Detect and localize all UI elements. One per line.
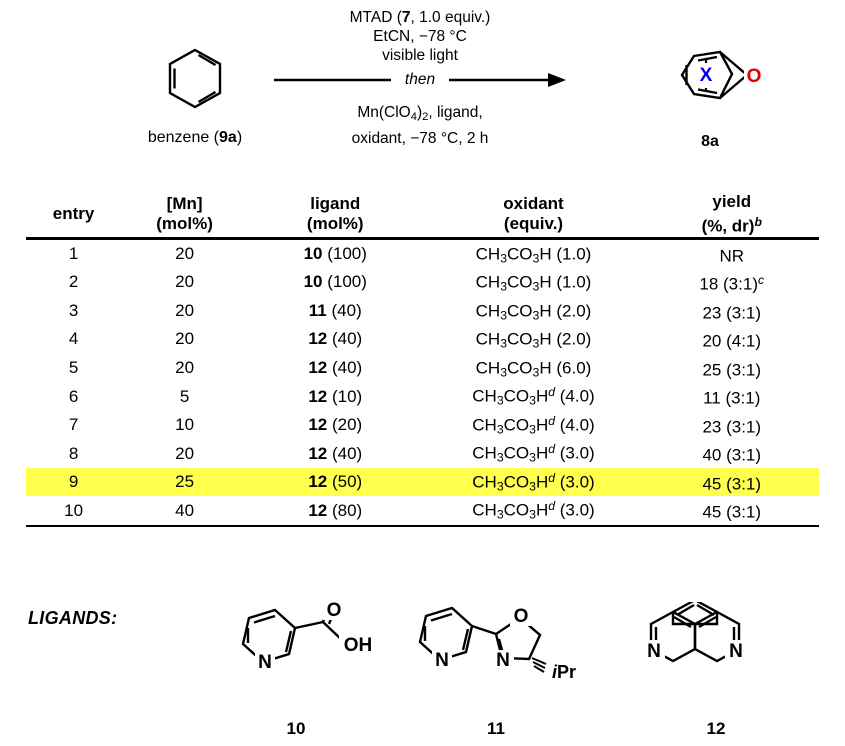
product-x-atom: X xyxy=(699,65,713,86)
header-yield: yield (%, dr)$^b$ xyxy=(701,192,762,236)
cell-yield: 40 (3:1) xyxy=(702,445,762,465)
ligand10-n-atom: N xyxy=(258,652,272,673)
phenanthroline-structure xyxy=(611,602,821,712)
cell-mn: 5 xyxy=(179,386,190,406)
cell-yield: 25 (3:1) xyxy=(702,360,762,380)
ligand-11-group xyxy=(386,602,606,739)
product-structure xyxy=(620,38,800,126)
table-rule-bottom xyxy=(26,526,819,527)
table-row xyxy=(26,268,819,297)
conditions-line-4: $Mn(ClO_4)_2$, ligand, xyxy=(357,104,483,123)
header-oxidant: oxidant (equiv.) xyxy=(503,194,564,234)
cell-ligand: 12 (50) xyxy=(248,468,422,497)
product-group xyxy=(620,38,800,151)
cell-yield: NR xyxy=(719,246,745,266)
cell-ligand: 12 (40) xyxy=(308,357,363,377)
reaction-scheme xyxy=(0,0,845,188)
cell-mn: 10 xyxy=(175,415,195,435)
cell-ligand: 12 (20) xyxy=(308,415,363,435)
cell-oxidant: $CH_3CO_3H$ (2.0) xyxy=(475,301,592,323)
table-row xyxy=(26,411,819,440)
ligand11-ipr-group: iPr xyxy=(551,662,577,682)
cell-ligand: 12 (40) xyxy=(308,329,363,349)
ligand-12-number: 12 xyxy=(706,719,726,738)
cell-ligand: 10 (100) xyxy=(303,243,367,263)
table-row xyxy=(26,496,819,526)
ligand10-oh-group: OH xyxy=(343,635,373,656)
cell-yield: 23 (3:1) xyxy=(702,303,762,323)
cell-yield: 11 (3:1) xyxy=(703,388,761,408)
conditions-block xyxy=(270,8,570,148)
cell-ligand: 12 (80) xyxy=(308,500,363,520)
conditions-line-1: MTAD (7, 1.0 equiv.) xyxy=(349,9,491,26)
table-row xyxy=(26,325,819,354)
cell-entry: 7 xyxy=(68,415,79,435)
cell-entry: 2 xyxy=(68,272,79,292)
substrate-name: benzene xyxy=(147,129,210,146)
cell-mn: 25 xyxy=(121,468,248,497)
ligands-title: LIGANDS: xyxy=(28,608,118,628)
table-row-highlighted xyxy=(26,468,819,497)
cell-yield: 20 (4:1) xyxy=(702,331,762,351)
cell-ligand: 12 (40) xyxy=(308,443,363,463)
header-mn: [Mn] (mol%) xyxy=(156,194,213,234)
ligand12-n-right: N xyxy=(729,641,743,662)
cell-entry: 4 xyxy=(68,329,79,349)
cell-mn: 20 xyxy=(175,443,195,463)
product-o-atom: O xyxy=(746,66,762,87)
ligand-12-group xyxy=(611,602,821,739)
results-table-wrap xyxy=(26,192,819,527)
cell-mn: 20 xyxy=(175,357,195,377)
cell-entry: 5 xyxy=(68,357,79,377)
table-row xyxy=(26,297,819,326)
substrate-label: benzene (9a) xyxy=(147,129,243,146)
cell-entry: 6 xyxy=(68,386,79,406)
ligand12-n-left: N xyxy=(647,641,661,662)
cell-entry: 8 xyxy=(68,443,79,463)
cell-oxidant: $CH_3CO_3H^d$ (3.0) xyxy=(422,468,644,497)
substrate-group xyxy=(105,40,285,147)
picolinic-acid-structure xyxy=(201,602,391,712)
cell-mn: 20 xyxy=(175,272,195,292)
then-label: then xyxy=(391,71,449,89)
cell-oxidant: $CH_3CO_3H$ (1.0) xyxy=(475,244,592,266)
pyox-structure xyxy=(386,602,606,712)
cell-yield: 23 (3:1) xyxy=(702,417,762,437)
ligands-section xyxy=(26,600,819,746)
product-label: 8a xyxy=(701,133,719,150)
header-entry: entry xyxy=(52,204,95,224)
cell-yield: 18 (3:1)$^c$ xyxy=(699,273,765,294)
cell-ligand: 10 (100) xyxy=(303,272,367,292)
table-row xyxy=(26,354,819,383)
results-table xyxy=(26,192,819,527)
cell-oxidant: $CH_3CO_3H$ (2.0) xyxy=(475,329,592,351)
cell-oxidant: $CH_3CO_3H^d$ (4.0) xyxy=(472,413,595,437)
table-header xyxy=(26,192,819,238)
ligand-11-number: 11 xyxy=(487,719,505,738)
cell-entry: 10 xyxy=(64,500,84,520)
ligand10-o-atom: O xyxy=(326,602,342,621)
cell-mn: 40 xyxy=(175,500,195,520)
ligand-10-group xyxy=(201,602,391,739)
conditions-line-5: oxidant, −78 °C, 2 h xyxy=(351,129,489,147)
header-ligand: ligand (mol%) xyxy=(306,194,364,234)
cell-mn: 20 xyxy=(175,243,195,263)
cell-yield: 45 (3:1) xyxy=(702,502,762,522)
cell-mn: 20 xyxy=(175,329,195,349)
ligand11-o-atom: O xyxy=(513,606,529,627)
ligand11-pyridine-n: N xyxy=(435,650,449,671)
cell-ligand: 11 (40) xyxy=(308,300,362,320)
cell-entry: 9 xyxy=(26,468,121,497)
cell-oxidant: $CH_3CO_3H^d$ (4.0) xyxy=(472,385,595,408)
cell-ligand: 12 (10) xyxy=(308,386,363,406)
substrate-number: 9a xyxy=(219,129,237,146)
cell-oxidant: $CH_3CO_3H^d$ (3.0) xyxy=(472,499,595,522)
benzene-structure xyxy=(105,40,285,118)
table-row xyxy=(26,240,819,269)
table-row xyxy=(26,382,819,411)
ligand-10-number: 10 xyxy=(286,719,306,738)
table-row xyxy=(26,439,819,468)
reaction-arrow-row xyxy=(270,67,570,101)
cell-oxidant: $CH_3CO_3H^d$ (3.0) xyxy=(472,442,595,465)
table-body xyxy=(26,239,819,527)
cell-entry: 1 xyxy=(68,243,79,263)
ligand11-oxazoline-n: N xyxy=(496,650,510,671)
cell-entry: 3 xyxy=(68,300,79,320)
cell-oxidant: $CH_3CO_3H$ (6.0) xyxy=(475,358,592,380)
cell-yield: 45 (3:1) xyxy=(645,468,819,497)
cell-mn: 20 xyxy=(175,300,195,320)
cell-oxidant: $CH_3CO_3H$ (1.0) xyxy=(475,272,592,294)
conditions-line-2: EtCN, −78 °C xyxy=(373,28,467,45)
conditions-line-3: visible light xyxy=(382,47,458,64)
